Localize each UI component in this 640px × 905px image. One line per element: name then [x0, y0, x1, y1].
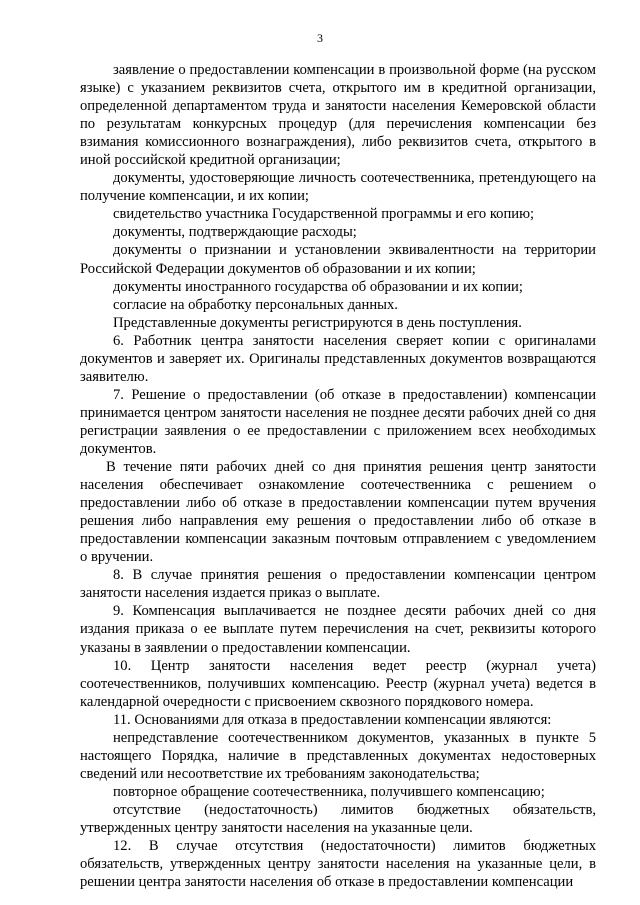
paragraph-refusal-repeat: повторное обращение соотечественника, получившего компенсацию; [113, 783, 545, 800]
page-number: 3 [317, 31, 323, 45]
paragraph-item-12: 12. В случае отсутствия (недостаточности) лимитов бюджетных обязательств, утвержденных центру занятости населения на указанные цели, в решении центра занятости населения об отказе в предоставлении компенсации [80, 838, 596, 891]
paragraph-notification: В течение пяти рабочих дней со дня принятия решения центр занятости населения обеспечивает ознакомление соотечественника с решением о предоставлении либо об отказе в предоставлении компенсации путем вручения решения либо направления ему решения о предоставлении либо об отказе в предоставлении компенсации заказным почтовым отправлением с уведомлением о вручении. [80, 459, 596, 566]
paragraph-certificate: свидетельство участника Государственной программы и его копию; [113, 206, 535, 223]
paragraph-identity-documents: документы, удостоверяющие личность соотечественника, претендующего на получение компенсации, и их копии; [80, 170, 596, 205]
paragraph-expense-documents: документы, подтверждающие расходы; [113, 224, 357, 241]
paragraph-consent: согласие на обработку персональных данных. [113, 296, 398, 313]
paragraph-item-11: 11. Основаниями для отказа в предоставлении компенсации являются: [113, 711, 552, 728]
paragraph-foreign-education-documents: документы иностранного государства об образовании и их копии; [113, 278, 523, 295]
paragraph-item-9: 9. Компенсация выплачивается не позднее десяти рабочих дней со дня издания приказа о ее выплате путем перечисления на счет, реквизиты которого указаны в заявлении о предоставлении компенсации. [80, 603, 596, 656]
paragraph-refusal-limits: отсутствие (недостаточность) лимитов бюджетных обязательств, утвержденных центру занятости населения на указанные цели. [80, 801, 596, 836]
paragraph-item-8: 8. В случае принятия решения о предоставлении компенсации центром занятости населения издается приказ о выплате. [80, 567, 596, 602]
paragraph-item-6: 6. Работник центра занятости населения сверяет копии с оригиналами документов и заверяет их. Оригиналы представленных документов возвращаются заявителю. [80, 332, 596, 385]
paragraph-item-10: 10. Центр занятости населения ведет реестр (журнал учета) соотечественников, получивших компенсацию. Реестр (журнал учета) ведется в календарной очередности с присвоением сквозного порядкового номера. [80, 657, 596, 710]
paragraph-registration: Представленные документы регистрируются в день поступления. [113, 314, 522, 331]
paragraph-application: заявление о предоставлении компенсации в произвольной форме (на русском языке) с указанием реквизитов счета, открытого им в кредитной организации, определенной департаментом труда и занятости населения Кемеровской области по результатам конкурсных процедур (для перечисления компенсации без взимания комиссионного вознаграждения), либо реквизитов счета, открытого в иной российской кредитной организации; [80, 62, 596, 169]
paragraph-equivalence-documents: документы о признании и установлении эквивалентности на территории Российской Федерации документов об образовании и их копии; [80, 242, 596, 277]
paragraph-refusal-documents: непредставление соотечественником документов, указанных в пункте 5 настоящего Порядка, наличие в представленных документах недостоверных сведений или несоответствие их требованиям законодательства; [80, 729, 596, 782]
document-body [80, 61, 596, 891]
paragraph-item-7: 7. Решение о предоставлении (об отказе в предоставлении) компенсации принимается центром занятости населения не позднее десяти рабочих дней со дня регистрации заявления о ее предоставлении с приложением всех необходимых документов. [80, 386, 596, 457]
